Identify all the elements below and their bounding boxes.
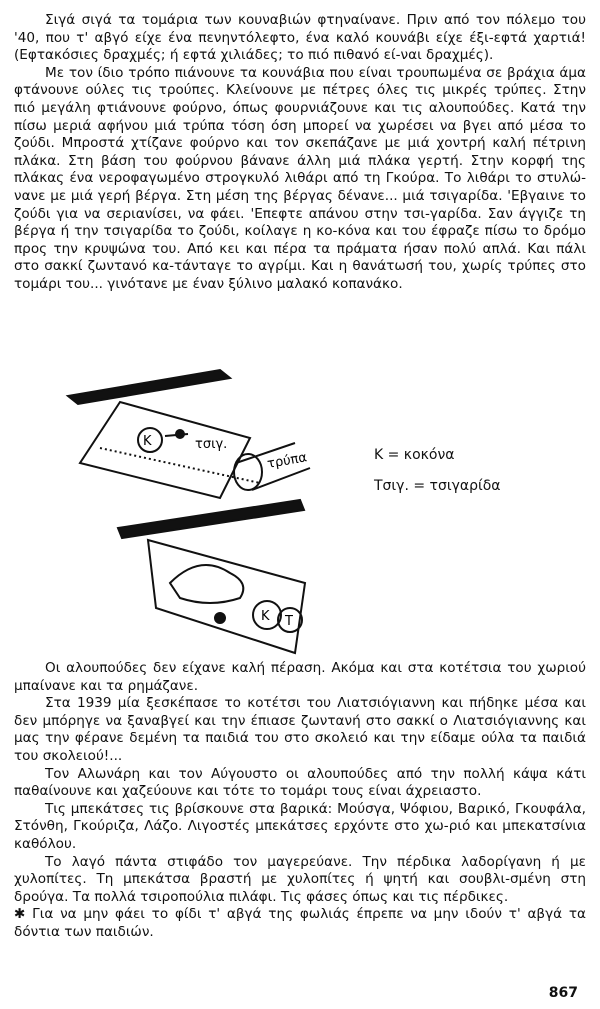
marten-figure xyxy=(170,565,243,603)
legend-tsigarida: Τσιγ. = τσιγαρίδα xyxy=(374,478,501,494)
label-t: Τ xyxy=(285,614,293,629)
paragraph-1939: Στα 1939 μία ξεσκέπασε το κοτέτσι του Λιατσιόγιαννη και πήδηκε μέσα και δεν μπόρηγε να ξαναβγεί και την έπιασε ζωντανή στο σακκί ο Λιατσιόγιαννης και μας την φέρανε δεμένη τα παιδιά του στο σκολειό και την είδαμε ούλα τα παιδιά του σκολειού!... xyxy=(14,695,586,764)
top-text-block xyxy=(14,12,586,294)
bait-dot-bottom xyxy=(215,613,225,623)
footnote-text: Για να μην φάει το φίδι τ' αβγά της φωλιάς έπρεπε να μην ιδούν τ' αβγά τα δόντια των παιδιών. xyxy=(14,906,587,940)
trap-diagram-top xyxy=(68,370,310,498)
paragraph-august: Τον Αλωνάρη και τον Αύγουστο οι αλουπούδες από την πολλή κάψα κάτι παθαίνουνε και χαζεύουνε και τότε το τομάρι τους είναι άχρειαστο. xyxy=(14,765,586,800)
bottom-slab xyxy=(118,500,304,538)
label-k-top: Κ xyxy=(143,434,152,449)
top-slab xyxy=(68,370,230,404)
bottom-text-block xyxy=(14,660,586,942)
trap-diagram xyxy=(60,368,340,658)
label-tsig: τσιγ. xyxy=(195,437,228,452)
legend-kokona: Κ = κοκόνα xyxy=(374,447,455,463)
paragraph-woodcocks: Τις μπεκάτσες τις βρίσκουνε στα βαρικά: Μούσγα, Ψόφιου, Βαρικό, Γκουφάλα, Στόνθη, Γκούριζα, Λάζο. Λιγοστές μπεκάτσες ερχόντε στο χω-ριό και μπεκατσίνια καθόλου. xyxy=(14,800,586,852)
paragraph-marten-trap: Με τον ίδιο τρόπο πιάνουνε τα κουνάβια που είναι τρουπωμένα σε βράχια άμα φτάνουνε ούλες τις τρούπες. Κλείνουνε με πέτρες όλες τις μικρές τρύπες. Στην πιό μεγάλη φτιάνουνε φούρνο, όπως φουρνιάζουνε και τις αλουπούδες. Κατά την πίσω μεριά αφήνου μιά τρύπα τόση όση μπορεί να χωρέσει να βγει από μέσα το ζούδι. Μπροστά χτίζανε φούρνο και τον σκεπάζανε με μιά χοντρή καλή πέτρινη πλάκα. Στη βάση του φούρνου βάνανε άλλη μιά πλάκα γερτή. Στην κορφή της πλάκας ένα νεροφαγωμένο στρογκυλό λιθάρι από τη Γκούρα. Το λιθάρι το στυλώ-νανε με μιά γερή βέργα. Στη μέση της βέργας δένανε... μιά τσιγαρίδα. 'Εβγαινε το ζούδι για να σεριανίσει, να φάει. 'Επεφτε απάνου στην τσι-γαρίδα. Σαν άγγιζε τη βέργα ή την τσιγαρίδα το ζούδι, κοίλαγε η κο-κόνα και του έφραζε πίσω το δρόμο προς την κρυψώνα του. Από κει και πέρα τα πράματα ήσαν πολύ απλά. Και πάλι στο σακκί ζωντανό κα-τάνταγε το αγρίμι. Και η θανάτωσή του, χωρίς τρύπες στο τομάρι του... γινότανε με έναν ξύλινο μαλακό κοπανάκο. xyxy=(14,64,586,292)
paragraph-marten-prices: Σιγά σιγά τα τομάρια των κουναβιών φτηναίνανε. Πριν από τον πόλεμο του '40, που τ' αβγό είχε ένα πενηντόλεφτο, ένα καλό κουνάβι είχε έξι-εφτά χαρτιά! (Εφτακόσιες δραχμές; ή εφτά χιλιάδες; το πιό πιθανό εί-ναι δραχμές). xyxy=(14,12,586,64)
paragraph-cooking: Το λαγό πάντα στιφάδο τον μαγερεύανε. Την πέρδικα λαδορίγανη ή με χυλοπίτες. Τη μπεκάτσα βραστή με χυλοπίτες ή ψητή και σουβλι-σμένη στη δρούγα. Τα πολλά τσιροπούλια πιλάφι. Τις φάσες όπως και τις πέρδικες. xyxy=(14,853,586,905)
footnote-marker-icon: ✱ xyxy=(14,906,33,923)
oven-body-bottom xyxy=(148,540,305,653)
label-k-bottom: Κ xyxy=(261,609,270,624)
footnote xyxy=(14,906,586,941)
label-trypa: τρύπα xyxy=(266,450,309,472)
paragraph-foxes: Οι αλουπούδες δεν είχανε καλή πέραση. Ακόμα και στα κοτέτσια του χωριού μπαίνανε και τα ρημάζανε. xyxy=(14,660,586,694)
trap-diagram-bottom xyxy=(118,500,305,653)
page-number: 867 xyxy=(548,985,578,1001)
